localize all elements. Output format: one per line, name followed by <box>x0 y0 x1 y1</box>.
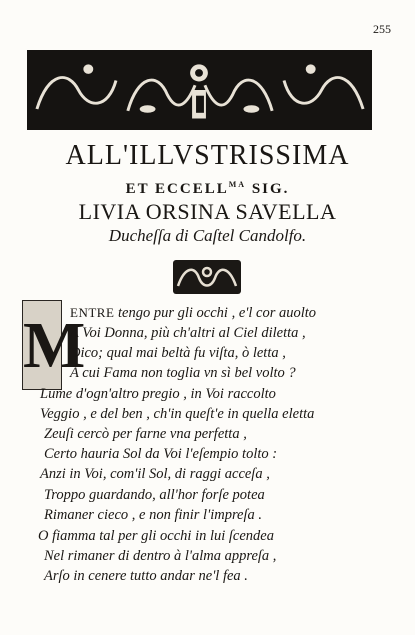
page-number: 255 <box>373 22 391 36</box>
verse-line: Certo hauria Sol da Voi l'eſempio tolto : <box>44 446 278 462</box>
verse-line: Arſo in cenere tutto andar ne'l fea . <box>44 568 248 584</box>
verse-line: Troppo guardando, all'hor forſe potea <box>44 487 265 503</box>
verse-line: A Voi Donna, più ch'altri al Ciel diletta , <box>70 325 306 341</box>
dedicatee-name: LIVIA ORSINA SAVELLA <box>78 199 337 224</box>
verse-line: Rimaner cieco , e non finir l'impreſa . <box>44 507 263 523</box>
verse-line: Nel rimaner di dentro à l'alma appreſa , <box>44 548 277 564</box>
dedication-title: ALL'ILLVSTRISSIMA <box>65 140 350 171</box>
dedication-subtitle: ET $ECCELL^{MA}$ SIG. <box>125 180 290 197</box>
dedicatee-title: Ducheſſa di Caſtel Candolfo. <box>108 226 307 245</box>
verse-line: O fiamma tal per gli occhi in lui ſcendea <box>38 528 274 544</box>
verse-line: Dico; qual mai beltà fu viſta, ò letta , <box>70 345 286 361</box>
small-ornament <box>173 260 241 294</box>
verse-line-1: ENTRE tengo pur gli occhi , e'l cor auolto <box>70 305 317 321</box>
verse-line: Anzi in Voi, com'il Sol, di raggi acceſa , <box>40 466 270 482</box>
headpiece-ornament <box>27 50 372 130</box>
drop-cap-initial: M <box>22 300 62 390</box>
verse-line: Veggio , e del ben , ch'in queſt'e in quella eletta <box>40 406 315 422</box>
verse-line: A cui Fama non toglia vn sì bel volto ? <box>70 365 296 381</box>
verse-line: Zeuſi cercò per farne vna perfetta , <box>44 426 247 442</box>
verse-line: Lume d'ogn'altro pregio , in Voi raccolto <box>40 386 276 402</box>
